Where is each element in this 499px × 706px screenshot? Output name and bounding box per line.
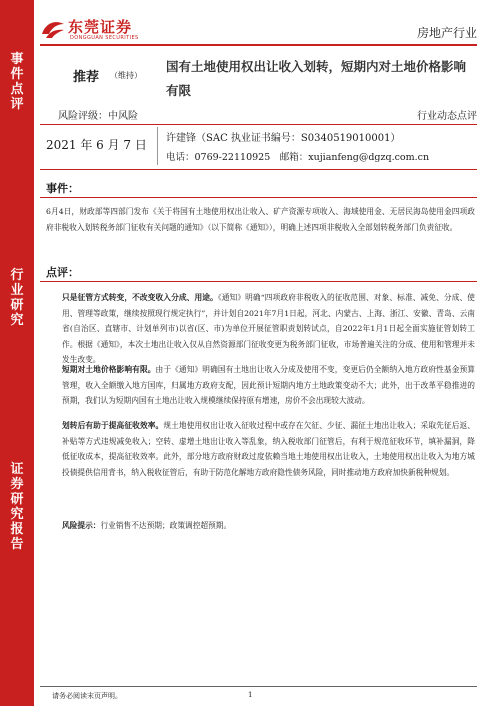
paragraph-lead: 只是征管方式转变，不改变收入分成、用途。 (62, 293, 218, 302)
paragraph-lead: 划转后有助于提高征收效率。 (62, 421, 164, 430)
disclaimer-note: 请务必阅读末页声明。 (52, 692, 122, 700)
sidebar-char: 究 (10, 507, 24, 522)
paragraph-lead: 风险提示： (62, 521, 101, 530)
summary-divider (40, 124, 477, 125)
logo-text-en: DONGGUAN SECURITIES (70, 35, 139, 41)
sidebar-label-securities-report (0, 462, 34, 552)
vertical-divider (157, 127, 158, 165)
report-title-line-1: 国有土地使用权出让收入划转，短期内对土地价格影响 (166, 59, 467, 74)
comment-heading: 点评： (46, 266, 79, 279)
sidebar-char: 事 (10, 52, 24, 67)
sidebar-char: 研 (10, 298, 24, 313)
event-divider (40, 197, 477, 198)
paragraph-body: 行业销售不达预期；政策调控超预期。 (100, 521, 232, 530)
sidebar-char: 券 (10, 477, 24, 492)
risk-warning (62, 518, 475, 534)
industry-label: 房地产行业 (416, 26, 477, 40)
sidebar-char: 行 (10, 268, 24, 283)
company-logo (40, 16, 170, 44)
event-paragraph: 6月4日，财政部等四部门发布《关于将国有土地使用权出让收入、矿产资源专项收入、海域使用金、无居民海岛使用金四项政府非税收入划转税务部门征收有关问题的通知》（以下简称《通知》），明确上述四项非税收入全部划转税务部门负责征收。 (46, 207, 475, 232)
sidebar-char: 告 (10, 537, 24, 552)
report-date: 2021 年 6 月 7 日 (46, 138, 147, 152)
comment-paragraph-2 (62, 362, 475, 409)
paragraph-body: 由于《通知》明确国有土地出让收入分成及使用不变，变更后仍全额纳入地方政府性基金预算管理，收入全额缴入地方国库，归属地方政府支配，因此预计短期内地方土地政策变动不大；此外，出于改革平稳推进的预期，我们认为短期内国有土地出让收入规模继续保持原有增速，房价不会出现较大波动。 (62, 365, 475, 405)
sidebar-char: 报 (10, 522, 24, 537)
sidebar-char: 评 (10, 97, 24, 112)
rating: 推荐 (73, 70, 100, 85)
risk-rating: 风险评级：中风险 (58, 111, 138, 122)
analyst-contact: 电话：0769-22110925 邮箱：xujianfeng@dgzq.com.cn (166, 152, 430, 163)
sidebar-char: 点 (10, 82, 24, 97)
sidebar-char: 件 (10, 67, 24, 82)
analyst-info: 许建锋（SAC 执业证书编号：S0340519010001） (166, 133, 401, 144)
event-heading: 事件： (46, 182, 79, 195)
sidebar-char: 究 (10, 313, 24, 328)
report-type: 行业动态点评 (417, 111, 477, 122)
comment-divider (40, 281, 477, 282)
sidebar-label-industry-research (0, 268, 34, 328)
sidebar-char: 研 (10, 492, 24, 507)
sidebar-label-event-review (0, 52, 34, 112)
info-divider (40, 169, 477, 170)
paragraph-body: 规土地使用权出让收入征收过程中或存在欠征、少征、漏征土地出让收入；采取先征后返、补贴等方式违规减免收入；空转、虚增土地出让收入等乱象，纳入税收部门征管后，有利于规范征收环节，填补漏洞，降低征收成本，提高征收效率。此外，部分地方政府财政过度依赖当地土地使用权出让收入，土地使用权出让收入为地方城投债提供信用背书，纳入税收征管后，有助于防范化解地方政府隐性债务风险，同时推动地方政府加快新税种规划。 (62, 421, 475, 477)
report-title (166, 55, 466, 103)
logo-mark-icon (40, 18, 66, 40)
footer-divider (40, 686, 477, 687)
logo-text-cn: 东莞证券 (68, 18, 133, 36)
paragraph-body: 《通知》明确“四项政府非税收入的征收范围、对象、标准、减免、分成、使用、管理等政策，继续按照现行规定执行”，并计划自2021年7月1日起，河北、内蒙古、上海、浙江、安徽、青岛、云南省(自治区、直辖市、计划单列市)以省(区、市)为单位开展征管职责划转试点，自2022年1月1日起全面实施征管划转工作。根据《通知》，本次土地出让收入仅从自然资源部门征收变更为税务部门征收，市场普遍关注的分成、使用和管理并未发生改变。 (62, 293, 475, 364)
rating-note: （维持） (110, 71, 142, 80)
comment-paragraph-3 (62, 418, 475, 480)
comment-paragraph-1 (62, 290, 475, 368)
sidebar-char: 业 (10, 283, 24, 298)
header-divider (40, 44, 477, 46)
sidebar-char: 证 (10, 462, 24, 477)
paragraph-lead: 短期对土地价格影响有限。 (62, 365, 156, 374)
page-number: 1 (248, 691, 253, 699)
report-title-line-2: 有限 (166, 83, 192, 98)
